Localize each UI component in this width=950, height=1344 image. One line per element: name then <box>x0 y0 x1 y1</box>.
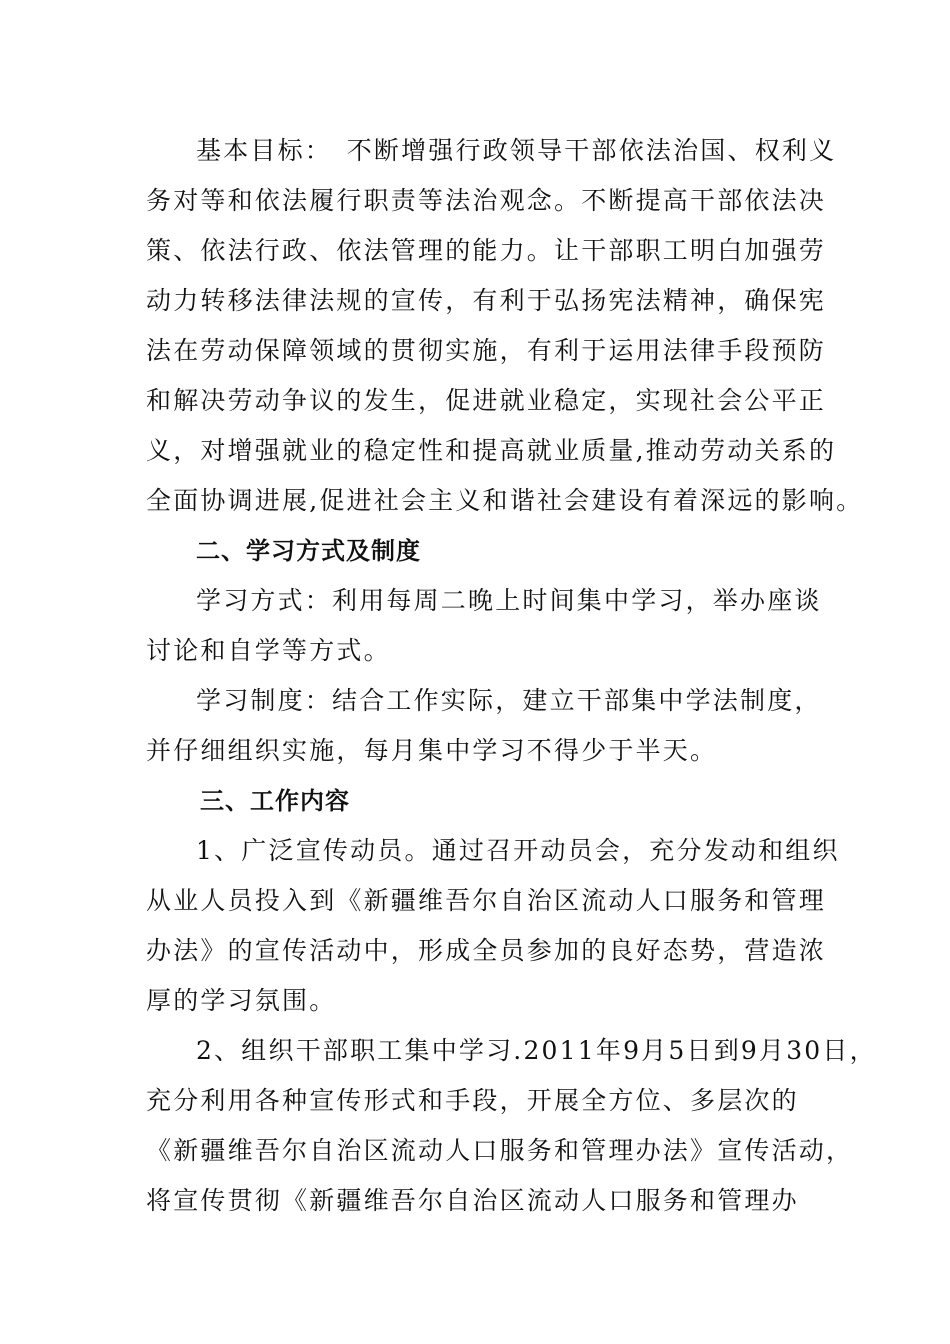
paragraph-line: 学习制度：结合工作实际，建立干部集中学法制度， <box>196 686 822 715</box>
paragraph-line: 动力转移法律法规的宣传，有利于弘扬宪法精神，确保宪 <box>146 286 827 315</box>
paragraph-line: 学习方式：利用每周二晚上时间集中学习，举办座谈 <box>196 586 822 615</box>
paragraph-line: 讨论和自学等方式。 <box>146 636 391 665</box>
section-heading: 二、学习方式及制度 <box>196 537 421 565</box>
paragraph-line: 法在劳动保障领域的贯彻实施，有利于运用法律手段预防 <box>146 336 827 365</box>
paragraph-line: 《新疆维吾尔自治区流动人口服务和管理办法》宣传活动， <box>146 1136 854 1165</box>
paragraph-line: 并仔细组织实施，每月集中学习不得少于半天。 <box>146 736 718 765</box>
section-heading: 三、工作内容 <box>200 787 350 815</box>
paragraph-line: 从业人员投入到《新疆维吾尔自治区流动人口服务和管理 <box>146 886 827 915</box>
paragraph-line: 充分利用各种宣传形式和手段，开展全方位、多层次的 <box>146 1086 799 1115</box>
paragraph-line: 策、依法行政、依法管理的能力。让干部职工明白加强劳 <box>146 236 827 265</box>
paragraph-line: 办法》的宣传活动中，形成全员参加的良好态势，营造浓 <box>146 936 827 965</box>
paragraph-line: 将宣传贯彻《新疆维吾尔自治区流动人口服务和管理办 <box>146 1186 799 1215</box>
paragraph-line: 2、组织干部职工集中学习.2011年9月5日到9月30日， <box>196 1036 877 1065</box>
paragraph-line: 务对等和依法履行职责等法治观念。不断提高干部依法决 <box>146 186 827 215</box>
paragraph-line: 1、广泛宣传动员。通过召开动员会，充分发动和组织 <box>196 836 840 865</box>
paragraph-line: 全面协调进展,促进社会主义和谐社会建设有着深远的影响。 <box>146 486 864 515</box>
paragraph-line: 义，对增强就业的稳定性和提高就业质量,推动劳动关系的 <box>146 436 837 465</box>
paragraph-line: 和解决劳动争议的发生，促进就业稳定，实现社会公平正 <box>146 386 827 415</box>
paragraph-line: 基本目标： 不断增强行政领导干部依法治国、权利义 <box>196 136 837 165</box>
paragraph-line: 厚的学习氛围。 <box>146 986 337 1015</box>
